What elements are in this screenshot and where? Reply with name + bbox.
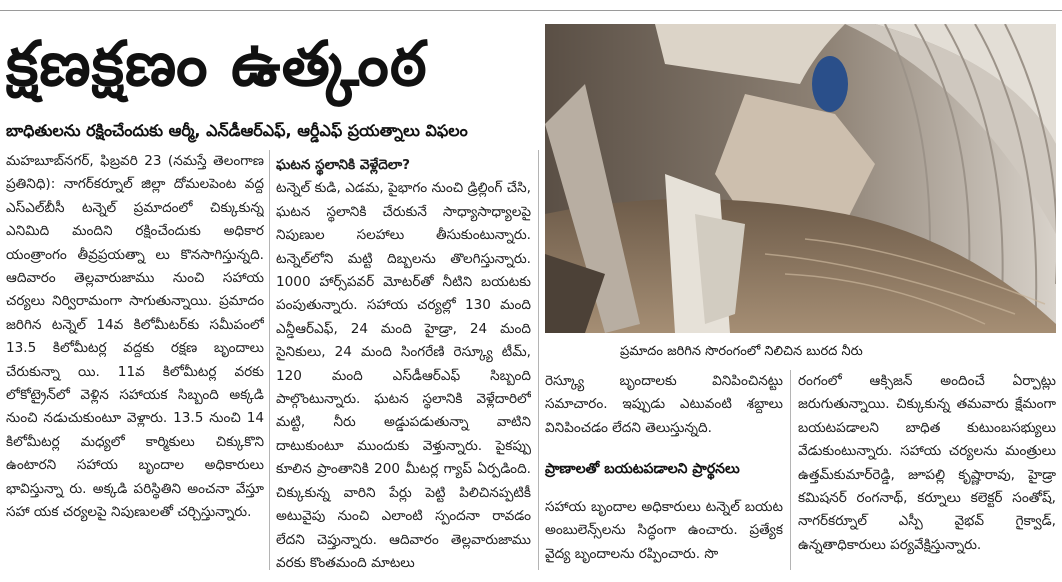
- subheadline: బాధితులను రక్షించేందుకు ఆర్మీ, ఎన్‌డీఆర్‌ఎఫ్, ఆర్డీఎఫ్ ప్రయత్నాలు విఫలం: [6, 121, 468, 140]
- tunnel-photo-image: [545, 24, 1056, 333]
- column-divider: [538, 150, 539, 570]
- photo-caption: ప్రమాదం జరిగిన సొరంగంలో నిలిచిన బురద నీరు: [620, 344, 863, 359]
- column-subheading: ఘటన స్థలానికి వెళ్లేదెలా?: [276, 157, 411, 173]
- article-column-2: [276, 154, 531, 574]
- article-column-4: రంగంలో ఆక్సిజన్ అందించే ఏర్పాట్లు జరుగుతున్నాయి. చిక్కుకున్న తమవారు క్షేమంగా బయటపడాలని బాధిత కుటుంబసభ్యులు వేడుకుంటున్నారు. సహాయ చర్యలను మంత్రులు ఉత్తమ్‌కుమార్‌రెడ్డి, జూపల్లి కృష్ణారావు, హైడ్రా కమిషనర్ రంగనాథ్, కర్నూలు కలెక్టర్ సంతోష్, నాగర్‌కర్నూల్ ఎస్పీ వైభవ్ గైక్వాడ్, ఉన్నతాధికారులు పర్యవేక్షిస్తున్నారు.: [798, 373, 1056, 553]
- article-column-3-continued: సహాయ బృందాల అధికారులు టన్నెల్ బయట అంబులెన్స్‌లను సిద్ధంగా ఉంచారు. ప్రత్యేక వైద్య బృందాలను రప్పించారు. సొ: [545, 499, 783, 562]
- column-body: టన్నెల్ కుడి, ఎడమ, పైభాగం నుంచి డ్రిల్లింగ్ చేసి, ఘటన స్థలానికి చేరుకునే సాధ్యాసాధ్యాలపై నిపుణుల సలహాలు తీసుకుంటున్నారు. టన్నెల్‌లోని మట్టి దిబ్బలను తొలగిస్తున్నారు. 1000 హార్స్‌పవర్ మోటర్‌తో నీటిని బయటకు పంపుతున్నారు. సహాయ చర్యల్లో 130 మంది ఎన్డీఆర్‌ఎఫ్, 24 మంది హైడ్రా, 24 మంది సైనికులు, 24 మంది సింగరేణి రెస్క్యూ టీమ్, 120 మంది ఎస్‌డీఆర్‌ఎఫ్ సిబ్బంది పాల్గొంటున్నారు. ఘటన స్థలానికి వెళ్లేదారిలో మట్టి, నీరు అడ్డుపడుతున్నా వాటిని దాటుకుంటూ ముందుకు వెళ్తున్నారు. పైకప్పు కూలిన ప్రాంతానికి 200 మీటర్ల గ్యాప్ ఏర్పడింది. చిక్కుకున్న వారిని పేర్లు పెట్టి పిలిచినప్పటికీ అటువైపు నుంచి ఎలాంటి స్పందనా రావడం లేదని చెప్తున్నారు. ఆదివారం తెల్లవారుజాము వరకు కొంతమంది మాటలు: [276, 180, 531, 571]
- column-subheading-prayers: ప్రాణాలతో బయటపడాలని ప్రార్థనలు: [545, 461, 740, 477]
- column-divider: [269, 150, 270, 570]
- column-divider: [790, 370, 791, 570]
- article-column-1: మహబూబ్‌నగర్, ఫిబ్రవరి 23 (నమస్తే తెలంగాణ ప్రతినిధి): నాగర్‌కర్నూల్ జిల్లా దోమలపెంట వద్ద ఎస్‌ఎల్‌బీసీ టన్నెల్ ప్రమాదంలో చిక్కుకున్న ఎనిమిది మందిని రక్షించేందుకు అధికార యంత్రాంగం తీవ్రప్రయత్నా లు కొనసాగిస్తున్నది. ఆదివారం తెల్లవారుజాము నుంచి సహాయ చర్యలు నిర్విరామంగా సాగుతున్నాయి. ప్రమాదం జరిగిన టన్నెల్ 14వ కిలోమీటర్‌కు సమీపంలో 13.5 కిలోమీటర్ల వద్దకు రక్షణ బృందాలు చేరుకున్నా యి. 11వ కిలోమీటర్ల వరకు లోకోట్రైన్‌లో వెళ్లిన సహాయక సిబ్బంది అక్కడి నుంచి నడుచుకుంటూ వెళ్లారు. 13.5 నుంచి 14 కిలోమీటర్ల మధ్యలో కార్మికులు చిక్కుకొని ఉంటారని సహాయ బృందాల అధికారులు భావిస్తున్నా రు. అక్కడి పరిస్థితిని అంచనా వేస్తూ సహా యక చర్యలపై నిపుణులతో చర్చిస్తున్నారు.: [6, 153, 264, 521]
- headline: క్షణక్షణం ఉత్కంఠ: [6, 27, 428, 100]
- article-column-3: రెస్క్యూ బృందాలకు వినిపించినట్టు సమాచారం. ఇప్పుడు ఎటువంటి శబ్దాలు వినిపించడం లేదని తెలుస్తున్నది.: [545, 373, 783, 436]
- top-rule: [0, 10, 1062, 11]
- tunnel-photo: [545, 24, 1056, 333]
